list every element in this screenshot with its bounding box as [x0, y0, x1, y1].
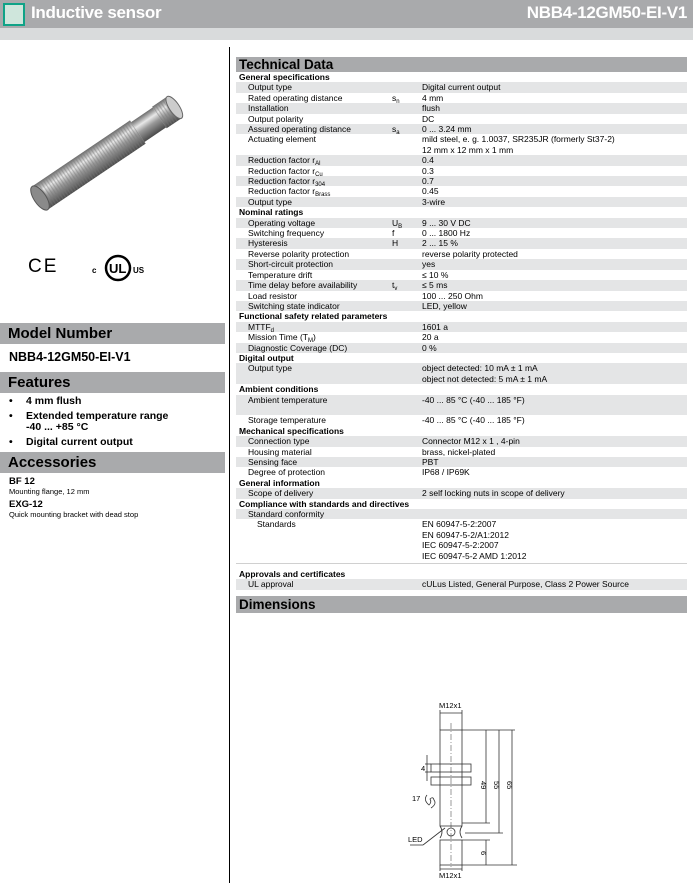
- spec-value: [422, 447, 687, 457]
- spec-label: [236, 579, 392, 589]
- spec-value-line: object not detected: 5 mA ± 1 mA: [422, 373, 548, 384]
- spec-label-text: Switching frequency: [248, 228, 325, 239]
- section-heading: Compliance with standards and directives: [239, 498, 410, 509]
- accessory-description: Mounting flange, 12 mm: [9, 487, 90, 496]
- model-number: NBB4-12GM50-EI-V1: [9, 350, 131, 364]
- spec-row: [236, 82, 687, 92]
- spec-value-line: EN 60947-5-2:2007: [422, 519, 497, 530]
- spec-value: [422, 134, 687, 155]
- dimension-drawing: [395, 695, 535, 883]
- dim-wrench: 17: [412, 794, 421, 803]
- spec-value-line: 0.45: [422, 186, 439, 197]
- spec-label-text: Time delay before availability: [248, 280, 358, 291]
- spec-value-line: flush: [422, 103, 440, 114]
- accessory-name[interactable]: BF 12: [9, 476, 35, 487]
- spec-value-line: 0.4: [422, 155, 434, 166]
- spec-value-line: -40 ... 85 °C (-40 ... 185 °F): [422, 415, 525, 426]
- spec-label: [236, 197, 392, 207]
- spec-value: [422, 488, 687, 498]
- spec-label: [236, 82, 392, 92]
- spec-label: [236, 415, 392, 425]
- spec-symbol: [392, 114, 422, 124]
- spec-row: [236, 103, 687, 113]
- spec-label: [236, 519, 392, 561]
- dim-nut: 4: [421, 764, 426, 773]
- spec-value: [422, 259, 687, 269]
- spec-symbol: [392, 301, 422, 311]
- spec-row: [236, 415, 687, 425]
- spec-label-text: Reverse polarity protection: [248, 248, 350, 259]
- left-column: [0, 40, 225, 522]
- spec-value: [422, 332, 687, 342]
- spec-label-subscript: Brass: [315, 192, 331, 199]
- spec-label-suffix: ): [312, 332, 316, 343]
- spec-value: [422, 238, 687, 248]
- spec-label-text: Standards: [257, 519, 296, 530]
- dim-thread-top: M12x1: [439, 701, 462, 710]
- spec-symbol-text: s: [392, 92, 397, 103]
- spec-label-text: Scope of delivery: [248, 488, 314, 499]
- header-bar: [0, 0, 693, 28]
- section-heading: General specifications: [239, 72, 330, 82]
- spec-symbol: [392, 488, 422, 498]
- brand-logo: [3, 3, 25, 26]
- spec-label-text: Diagnostic Coverage (DC): [248, 342, 348, 353]
- spec-row: [236, 363, 687, 384]
- spec-value: [422, 93, 687, 103]
- spec-value: [422, 415, 687, 425]
- spec-value-line: IEC 60947-5-2 AMD 1:2012: [422, 550, 527, 561]
- spec-label: [236, 93, 392, 103]
- spec-label: [236, 447, 392, 457]
- spec-row: [236, 238, 687, 248]
- spec-value-line: mild steel, e. g. 1.0037, SR235JR (formerly St37-2): [422, 134, 615, 145]
- spec-label-text: Reduction factor r: [248, 155, 316, 166]
- spec-symbol: [392, 259, 422, 269]
- spec-label-text: Temperature drift: [248, 269, 313, 280]
- dim-55: 55: [492, 781, 501, 790]
- spec-label-text: Degree of protection: [248, 467, 326, 478]
- spec-label: [236, 301, 392, 311]
- spec-value: [422, 228, 687, 238]
- dim-6: 6: [479, 851, 488, 856]
- spec-label: [236, 280, 395, 291]
- spec-label-text: Standard conformity: [248, 508, 325, 519]
- spec-value-line: [422, 405, 687, 415]
- document-title: Inductive sensor: [31, 3, 162, 22]
- spec-row: [236, 155, 687, 168]
- spec-symbol: [392, 322, 422, 332]
- spec-symbol: [392, 579, 422, 589]
- spec-label: [236, 228, 395, 239]
- spec-value-line: 0.3: [422, 165, 434, 176]
- spec-label-text: Connection type: [248, 436, 310, 447]
- spec-value-line: 100 ... 250 Ohm: [422, 290, 483, 301]
- spec-value-line: EN 60947-5-2/A1:2012: [422, 529, 509, 540]
- spec-symbol: [392, 238, 422, 248]
- spec-label-subscript: 304: [315, 182, 326, 189]
- spec-symbol-subscript: v: [394, 286, 398, 293]
- spec-label-text: Operating voltage: [248, 217, 316, 228]
- spec-symbol: [392, 343, 422, 353]
- spec-value: [422, 509, 687, 519]
- spec-label-text: Reduction factor r: [248, 176, 316, 187]
- technical-data-table: [236, 72, 687, 590]
- spec-row: [236, 249, 687, 259]
- spec-value-line: -40 ... 85 °C (-40 ... 185 °F): [422, 394, 525, 405]
- product-image: [0, 48, 225, 248]
- spec-symbol: [392, 415, 422, 425]
- spec-value: [422, 155, 687, 165]
- spec-value: [422, 176, 687, 186]
- spec-label: [236, 395, 392, 416]
- spec-row: [236, 301, 687, 311]
- spec-label-text: Mission Time (T: [248, 332, 308, 343]
- spec-value-line: 20 a: [422, 332, 439, 343]
- spec-symbol-text: U: [392, 217, 399, 228]
- spec-value-line: 2 ... 15 %: [422, 238, 458, 249]
- spec-row: [236, 509, 687, 519]
- spec-row: [236, 332, 687, 345]
- spec-value: [422, 166, 687, 176]
- spec-row: [236, 280, 687, 293]
- spec-value-line: 0 %: [422, 342, 437, 353]
- spec-value-line: brass, nickel-plated: [422, 446, 496, 457]
- spec-label: [236, 249, 392, 259]
- spec-symbol: [392, 218, 422, 228]
- spec-symbol-text: f: [392, 228, 395, 239]
- spec-symbol: [392, 395, 422, 416]
- spec-symbol: [392, 249, 422, 259]
- spec-label-subscript: d: [270, 327, 275, 334]
- spec-value-line: 0 ... 3.24 mm: [422, 124, 472, 135]
- spec-label: [236, 343, 392, 353]
- spec-label-text: Switching state indicator: [248, 300, 340, 311]
- spec-label-text: Actuating element: [248, 134, 317, 145]
- spec-row: [236, 186, 687, 199]
- spec-row: [236, 488, 687, 498]
- section-heading: Ambient conditions: [239, 384, 319, 395]
- spec-symbol: [392, 155, 422, 165]
- spec-value-line: [422, 509, 687, 519]
- spec-value-line: ≤ 5 ms: [422, 280, 448, 291]
- spec-label-text: Ambient temperature: [248, 394, 328, 405]
- spec-value-line: yes: [422, 259, 436, 270]
- right-column: [236, 57, 687, 613]
- spec-symbol: [392, 291, 422, 301]
- spec-symbol: [392, 519, 422, 561]
- spec-row: [236, 467, 687, 477]
- spec-label: [236, 457, 392, 467]
- spec-row: [236, 395, 687, 416]
- certification-marks: [0, 248, 225, 323]
- spec-label-text: UL approval: [248, 579, 294, 590]
- spec-label: [236, 488, 392, 498]
- spec-value-line: IP68 / IP69K: [422, 467, 470, 478]
- spec-symbol: [392, 103, 422, 113]
- feature-item: • 4 mm flush: [9, 396, 225, 407]
- features-heading: Features: [0, 372, 225, 393]
- spec-row: [236, 519, 687, 561]
- spec-value: [422, 186, 687, 196]
- accessories-heading: Accessories: [0, 452, 225, 473]
- spec-symbol: [392, 82, 422, 92]
- spec-row: [236, 270, 687, 280]
- spec-value: [422, 343, 687, 353]
- technical-data-heading: Technical Data: [236, 57, 687, 72]
- spec-value-line: LED, yellow: [422, 300, 467, 311]
- spec-label: [236, 103, 392, 113]
- spec-value: [422, 82, 687, 92]
- spec-symbol: [392, 457, 422, 467]
- spec-label: [236, 332, 392, 345]
- spec-symbol: [392, 124, 422, 137]
- spec-row: [236, 197, 687, 207]
- spec-value-line: 2 self locking nuts in scope of delivery: [422, 488, 565, 499]
- spec-row: [236, 457, 687, 467]
- spec-label-text: Assured operating distance: [248, 124, 352, 135]
- spec-symbol-text: s: [392, 124, 397, 135]
- spec-row: [236, 228, 687, 238]
- spec-label-text: Housing material: [248, 446, 312, 457]
- section-heading: General information: [239, 477, 320, 488]
- spec-value: [422, 363, 687, 384]
- spec-label-text: Load resistor: [248, 290, 298, 301]
- accessory-description: Quick mounting bracket with dead stop: [9, 510, 139, 519]
- features-list: [0, 393, 225, 448]
- spec-label: [236, 186, 392, 199]
- model-number-heading: Model Number: [0, 323, 225, 344]
- spec-label: [236, 322, 392, 332]
- spec-symbol: [392, 447, 422, 457]
- spec-label-subscript: Cu: [315, 171, 323, 178]
- spec-label: [236, 176, 392, 189]
- feature-item: • Extended temperature range -40 ... +85 °C: [9, 411, 225, 433]
- spec-label: [236, 114, 392, 124]
- spec-value: [422, 280, 687, 290]
- spec-value-line: DC: [422, 113, 435, 124]
- spec-label-text: Rated operating distance: [248, 92, 343, 103]
- spec-row: [236, 124, 687, 137]
- spec-symbol-text: t: [392, 280, 395, 291]
- spec-value: [422, 519, 687, 561]
- spec-symbol: [392, 332, 422, 342]
- spec-label: [236, 467, 392, 477]
- spec-symbol: [392, 134, 422, 155]
- spec-value: [422, 436, 687, 446]
- spec-value: [422, 124, 687, 134]
- dim-49: 49: [479, 781, 488, 790]
- spec-label-text: Output type: [248, 82, 292, 93]
- spec-value: [422, 103, 687, 113]
- spec-value-line: ≤ 10 %: [422, 269, 449, 280]
- spec-label-text: Storage temperature: [248, 415, 326, 426]
- svg-text:US: US: [133, 266, 145, 275]
- spec-value: [422, 249, 687, 259]
- column-divider: [229, 47, 230, 883]
- spec-value: [422, 322, 687, 332]
- spec-label: [236, 134, 392, 155]
- spec-symbol: [392, 186, 422, 196]
- spec-label-text: Installation: [248, 103, 289, 114]
- dim-65: 65: [505, 781, 514, 790]
- spec-symbol-subscript: n: [396, 98, 400, 105]
- spec-row: [236, 176, 687, 189]
- ce-mark-icon: CE: [28, 256, 59, 277]
- svg-text:c: c: [92, 266, 97, 275]
- header-model-number: NBB4-12GM50-EI-V1: [526, 3, 687, 22]
- section-heading: Mechanical specifications: [239, 425, 344, 436]
- svg-text:UL: UL: [109, 261, 127, 276]
- spec-row: [236, 93, 687, 103]
- spec-value-line: reverse polarity protected: [422, 248, 518, 259]
- spec-label: [236, 166, 392, 176]
- spec-label: [236, 218, 392, 228]
- feature-item: • Digital current output: [9, 437, 225, 448]
- accessories-list: [0, 473, 225, 519]
- spec-value-line: IEC 60947-5-2:2007: [422, 540, 499, 551]
- section-heading: Approvals and certificates: [239, 568, 346, 579]
- spec-symbol: [392, 363, 422, 384]
- spec-row: [236, 259, 687, 269]
- spec-row: [236, 343, 687, 353]
- spec-row: [236, 218, 687, 228]
- spec-value: [422, 457, 687, 467]
- spec-value-line: PBT: [422, 456, 439, 467]
- spec-value-line: 0 ... 1800 Hz: [422, 228, 471, 239]
- spec-value-line: 1601 a: [422, 321, 448, 332]
- spec-row: [236, 166, 687, 176]
- spec-value-line: Connector M12 x 1 , 4-pin: [422, 436, 520, 447]
- spec-symbol: [392, 93, 422, 103]
- spec-label-text: Short-circuit protection: [248, 259, 334, 270]
- spec-value-line: object detected: 10 mA ± 1 mA: [422, 363, 538, 374]
- spec-value-line: 4 mm: [422, 92, 444, 103]
- dimensions-heading: Dimensions: [236, 596, 687, 613]
- header-band: [0, 28, 693, 40]
- spec-value: [422, 270, 687, 280]
- spec-row: [236, 436, 687, 446]
- spec-symbol: [392, 166, 422, 176]
- spec-symbol: [392, 270, 422, 280]
- spec-label: [236, 259, 392, 269]
- spec-label-subscript: M: [307, 338, 313, 345]
- spec-label-text: MTTF: [248, 321, 271, 332]
- spec-label: [236, 124, 392, 134]
- spec-label-text: Output type: [248, 196, 292, 207]
- spec-value-line: cULus Listed, General Purpose, Class 2 Power Source: [422, 579, 629, 590]
- spec-label-text: Reduction factor r: [248, 165, 316, 176]
- spec-label: [236, 436, 392, 446]
- section-heading: Functional safety related parameters: [239, 311, 388, 322]
- spec-label: [236, 363, 392, 384]
- spec-value: [422, 395, 687, 416]
- spec-value: [422, 197, 687, 207]
- spec-row: [236, 447, 687, 457]
- spec-symbol: [392, 280, 422, 293]
- spec-symbol-subscript: B: [398, 223, 403, 230]
- dim-thread-bottom: M12x1: [439, 871, 462, 880]
- ul-mark-icon: [90, 252, 152, 284]
- spec-symbol: [392, 509, 422, 519]
- section-heading: Nominal ratings: [239, 207, 304, 218]
- spec-row: [236, 291, 687, 301]
- spec-row: [236, 134, 687, 155]
- spec-label-subscript: Al: [315, 161, 321, 168]
- spec-value: [422, 291, 687, 301]
- spec-label-text: Reduction factor r: [248, 186, 316, 197]
- spec-symbol: [392, 467, 422, 477]
- dim-led: LED: [408, 835, 423, 844]
- spec-value: [422, 301, 687, 311]
- spec-row: [236, 579, 687, 589]
- spec-label: [236, 238, 392, 248]
- spec-value-line: 0.7: [422, 176, 434, 187]
- spec-label: [236, 509, 392, 519]
- spec-value-line: 9 ... 30 V DC: [422, 217, 471, 228]
- spec-value: [422, 114, 687, 124]
- spec-label: [236, 155, 392, 168]
- spec-label: [236, 270, 392, 280]
- spec-symbol: [392, 228, 422, 238]
- spec-row: [236, 114, 687, 124]
- spec-value-line: 3-wire: [422, 196, 446, 207]
- spec-row: [236, 322, 687, 332]
- spec-value-line: 12 mm x 12 mm x 1 mm: [422, 144, 514, 155]
- spec-value: [422, 467, 687, 477]
- spec-value: [422, 218, 687, 228]
- accessory-name[interactable]: EXG-12: [9, 499, 43, 510]
- spec-label: [236, 291, 392, 301]
- spec-symbol: [392, 197, 422, 207]
- spec-label-text: Output type: [248, 363, 292, 374]
- section-rule: [236, 563, 687, 564]
- spec-label-text: Sensing face: [248, 456, 298, 467]
- spec-symbol-subscript: a: [396, 130, 400, 137]
- spec-symbol-text: H: [392, 238, 399, 249]
- spec-value: [422, 579, 687, 589]
- section-heading: Digital output: [239, 352, 294, 363]
- spec-value-line: Digital current output: [422, 82, 501, 93]
- spec-label-text: Output polarity: [248, 113, 304, 124]
- spec-label-text: Hysteresis: [248, 238, 288, 249]
- spec-symbol: [392, 436, 422, 446]
- spec-symbol: [392, 176, 422, 186]
